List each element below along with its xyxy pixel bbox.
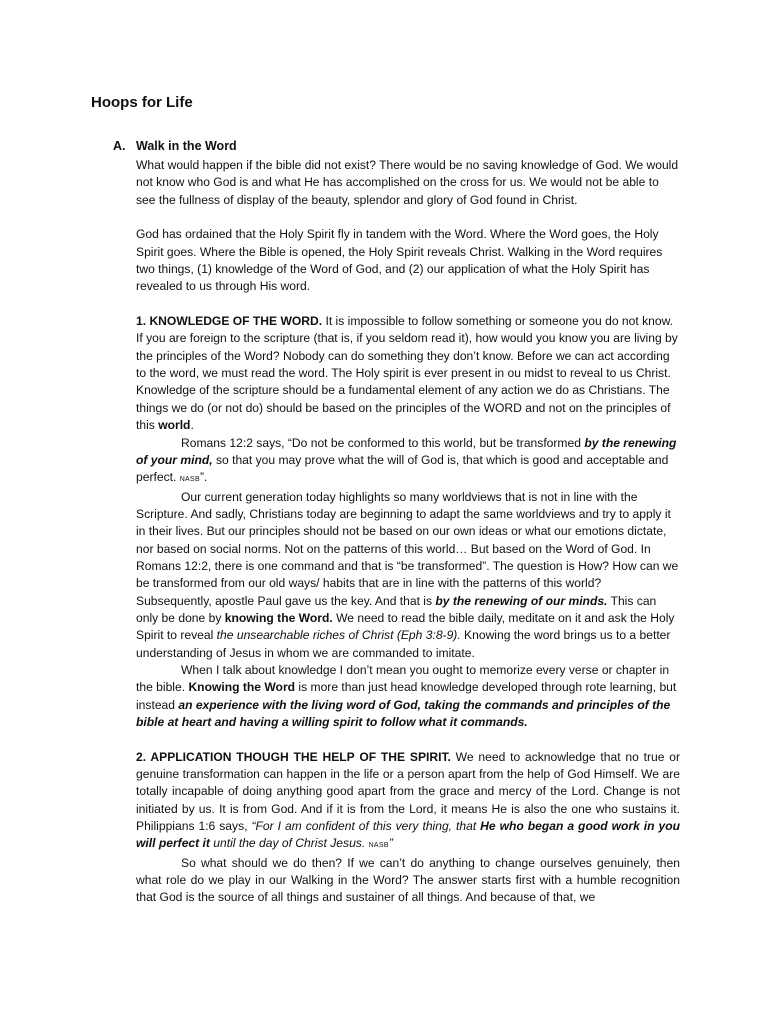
section-title: Walk in the Word [136, 139, 237, 153]
knowledge-talk-paragraph: When I talk about knowledge I don’t mean you ought to memorize every verse or chapter in the bible. Knowing the Word is more than just head knowledge developed through rote learning, but instead an experience with the living word of God, taking the commands and principles of the bible at heart and having a willing spirit to follow what it commands. [136, 662, 677, 729]
section-heading [113, 139, 237, 153]
romans-paragraph: Romans 12:2 says, “Do not be conformed to this world, but be transformed by the renewing of your mind, so that you may prove what the will of God is, that which is good and acceptable and perfect. NASB”. [136, 435, 677, 485]
application-paragraph: 2. APPLICATION THOUGH THE HELP OF THE SPIRIT. We need to acknowledge that no true or genuine transformation can happen in the life or a person apart from the help of God Himself. We are totally incapable of doing anything good apart from the grace and mercy of the Lord. Change is not initiated by us. It is from God. And if it is from the Lord, it means He is also the one who sustains it. Philippians 1:6 says, “For I am confident of this very thing, that He who began a good work in you will perfect it until the day of Christ Jesus. NASB” [136, 749, 681, 851]
application-heading: 2. APPLICATION THOUGH THE HELP OF THE SPIRIT. [136, 749, 451, 764]
application-paragraph-2: So what should we do then? If we can’t do anything to change ourselves genuinely, then what role do we play in our Walking in the Word? The answer starts first with a humble recognition that God is the source of all things and sustainer of all things. And because of that, we [136, 855, 680, 905]
nasb-label: NASB [179, 476, 200, 484]
generation-paragraph: Our current generation today highlights so many worldviews that is not in line with the Scripture. And sadly, Christians today are beginning to adapt the same worldviews and try to apply it in their lives. But our principles should not be based on our own ideas or what our emotions dictate, nor based on social norms. Not on the patterns of this world… But based on the Word of God. In Romans 12:2, there is one command and that is “be transformed”. The question is How? How can we be transformed from our old ways/ habits that are in line with the patterns of this world? Subsequently, apostle Paul gave us the key. And that is by the renewing of our minds. This can only be done by knowing the Word. We need to read the bible daily, meditate on it and ask the Holy Spirit to reveal the unsearchable riches of Christ (Eph 3:8-9). Knowing the word brings us to a better understanding of Jesus in whom we are commanded to imitate. [136, 489, 679, 660]
intro-paragraph-1: What would happen if the bible did not exist? There would be no saving knowledge of God. We would not know who God is and what He has accomplished on the cross for us. We would not be able to see the fullness of display of the beauty, splendor and glory of God found in Christ. [136, 158, 679, 207]
knowledge-heading: 1. KNOWLEDGE OF THE WORD. [136, 314, 323, 329]
document-title: Hoops for Life [91, 94, 193, 111]
document-body [136, 157, 680, 907]
knowledge-paragraph: 1. KNOWLEDGE OF THE WORD. It is impossible to follow something or someone you do not know. If you are foreign to the scripture (that is, if you seldom read it), how would you know you are living by the principles of the Word? Nobody can do something they don’t know. Before we can act according to the word, we must read the word. The Holy spirit is ever present in ou midst to reveal to us Christ. Knowledge of the scripture should be a fundamental element of any action we do as Christians. The things we do (or not do) should be based on the principles of the WORD and not on the principles of this world. [136, 314, 678, 433]
intro-paragraph-2: God has ordained that the Holy Spirit fly in tandem with the Word. Where the Word goes, the Holy Spirit goes. Where the Bible is opened, the Holy Spirit reveals Christ. Walking in the Word requires two things, (1) knowledge of the Word of God, and (2) our application of what the Holy Spirit has revealed to us through His word. [136, 227, 663, 294]
section-letter: A. [113, 139, 126, 153]
nasb-label: NASB [368, 842, 389, 850]
